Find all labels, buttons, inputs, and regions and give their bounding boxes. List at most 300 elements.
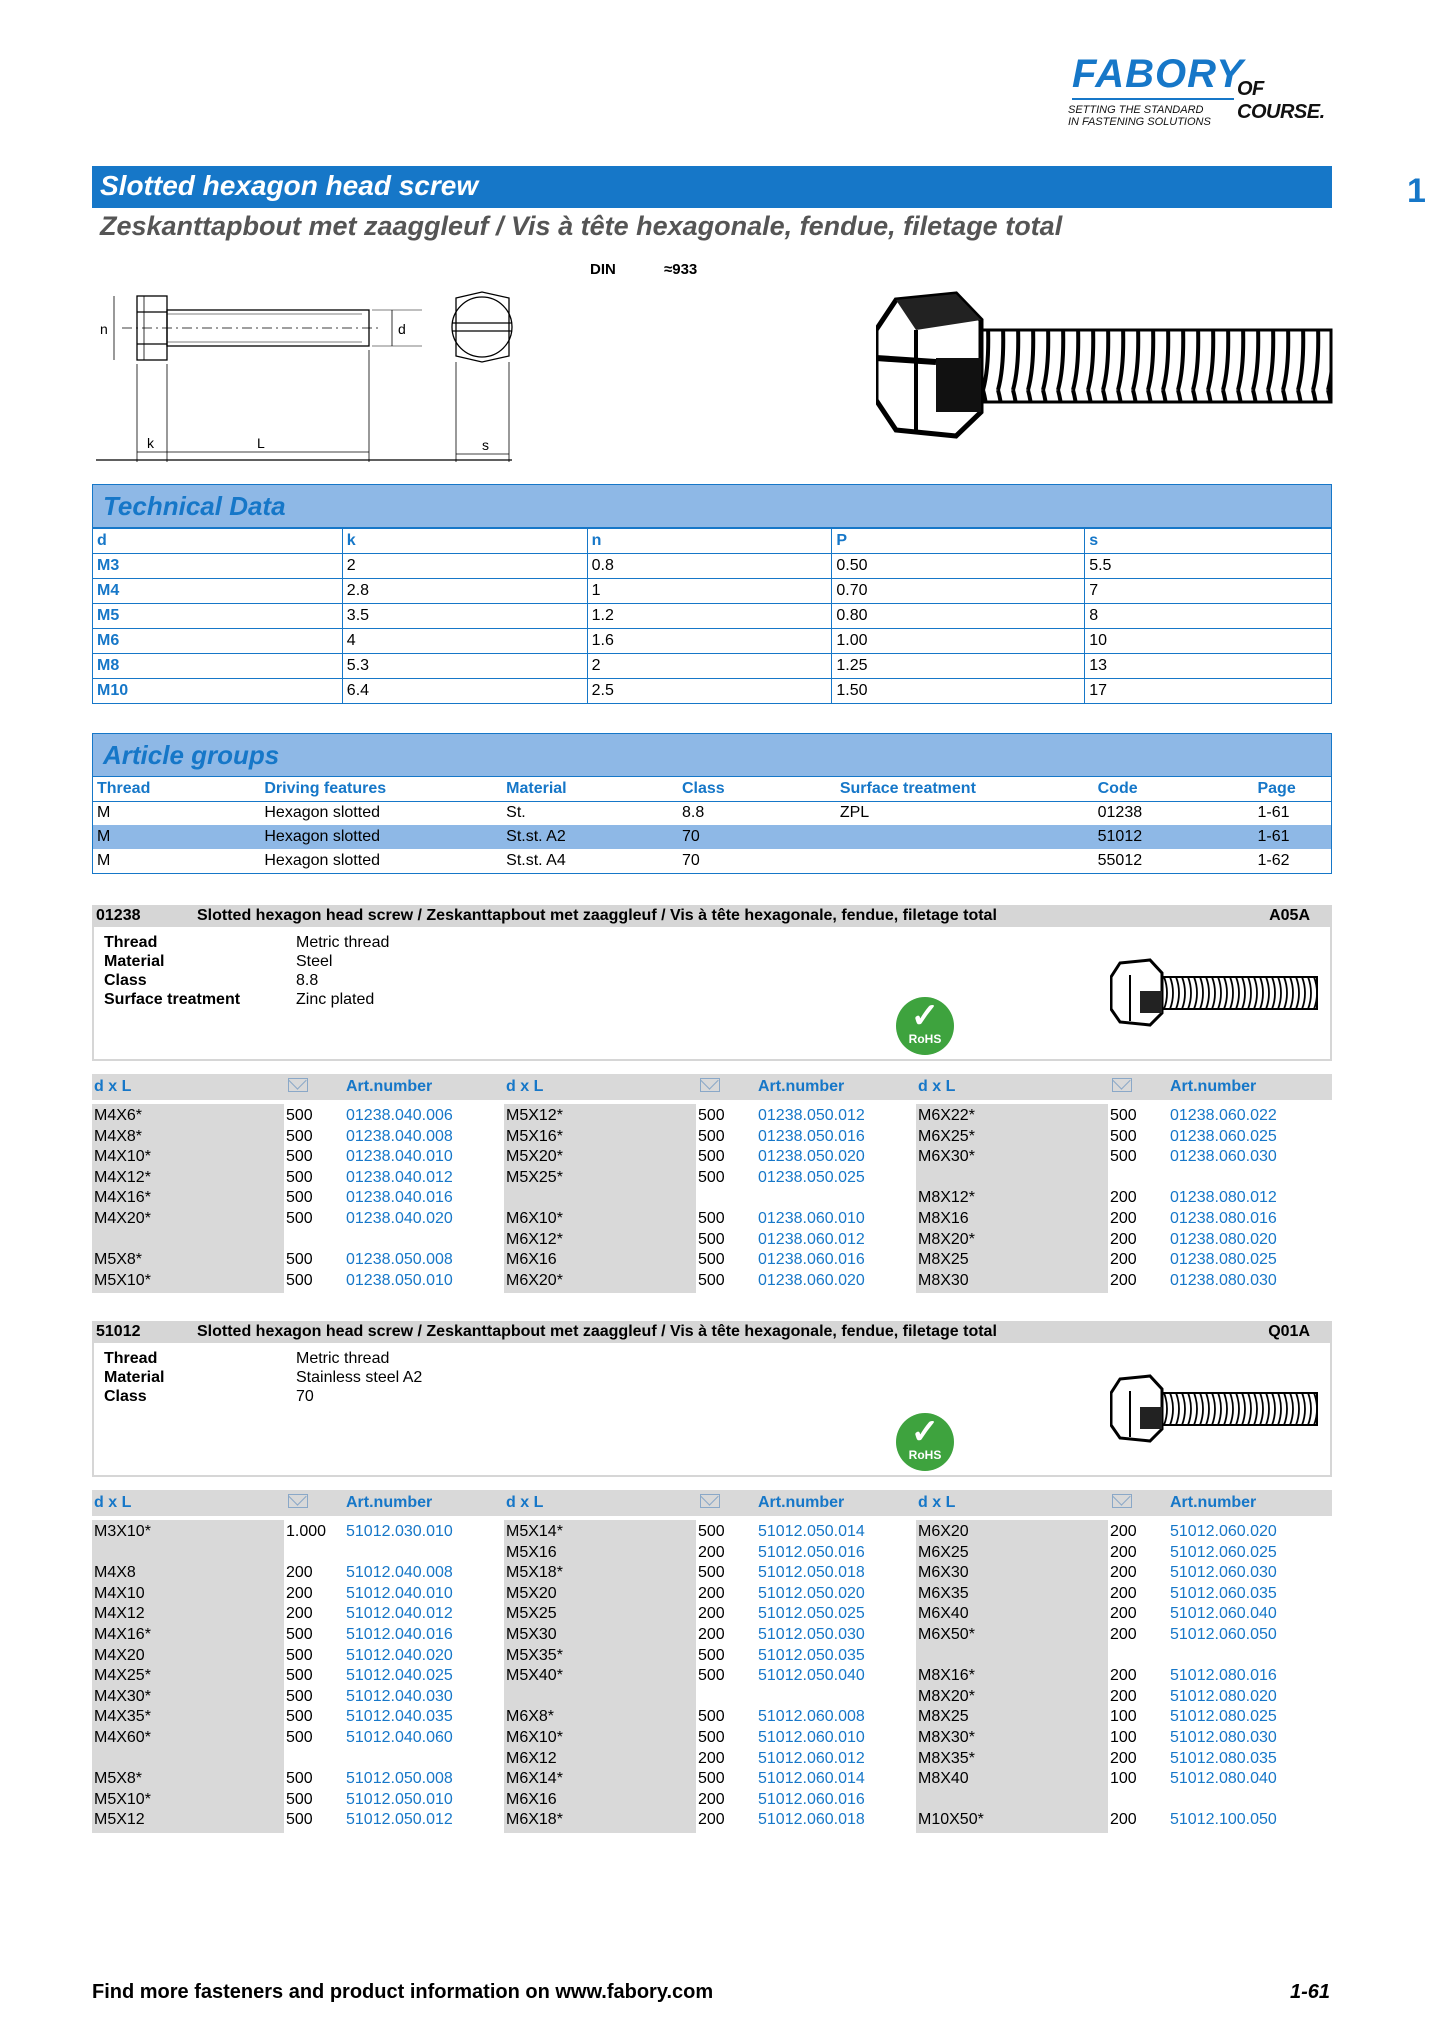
spec-label: Material [104, 1369, 165, 1386]
tech-cell: 7 [1085, 579, 1332, 604]
rohs-label: RoHS [908, 1448, 942, 1462]
article-number-link[interactable]: 01238.060.016 [758, 1251, 865, 1269]
logo-tagline-2: IN FASTENING SOLUTIONS [1068, 116, 1211, 128]
package-icon [288, 1078, 308, 1092]
package-quantity: 500 [698, 1251, 725, 1269]
package-quantity: 100 [1110, 1729, 1137, 1746]
ag-header-row [93, 777, 1332, 801]
product-spec-box [92, 1343, 1332, 1477]
tech-cell: 2 [342, 554, 587, 579]
product-spec-box [92, 927, 1332, 1061]
article-number-link[interactable]: 01238.060.022 [1170, 1107, 1277, 1124]
dxl-value: M8X25 [918, 1251, 969, 1269]
ag-cell: St.st. A2 [502, 825, 678, 849]
dxl-value: M6X10* [506, 1210, 563, 1227]
rohs-check-icon: ✓ [910, 997, 940, 1035]
dxl-value: M5X14* [506, 1523, 563, 1540]
article-number-link[interactable]: 51012.040.025 [346, 1667, 453, 1685]
article-number-link[interactable]: 01238.040.010 [346, 1148, 453, 1166]
ag-row [93, 825, 1332, 849]
ag-cell: 70 [682, 851, 700, 869]
tech-cell: 8 [1085, 604, 1332, 629]
dxl-value: M5X12* [506, 1107, 563, 1124]
dxl-value: M4X60* [94, 1729, 151, 1746]
article-number-link[interactable]: 51012.040.012 [346, 1605, 453, 1623]
article-number-link[interactable]: 01238.060.012 [758, 1230, 865, 1248]
spec-value: Steel [296, 953, 333, 970]
dxl-value: M8X35* [918, 1749, 975, 1767]
dxl-value: M8X12* [918, 1189, 975, 1207]
ag-cell: 70 [678, 825, 836, 849]
article-number-link[interactable]: 51012.060.025 [1170, 1543, 1277, 1561]
dxl-value: M6X25 [918, 1543, 969, 1561]
ag-cell: M [93, 825, 261, 849]
tech-cell: 6.4 [342, 679, 587, 704]
spec-label: Surface treatment [104, 991, 241, 1008]
article-number-link[interactable]: 51012.050.035 [758, 1646, 865, 1664]
package-quantity: 200 [698, 1543, 725, 1561]
dxl-value: M6X14* [506, 1770, 563, 1788]
spec-value: Stainless steel A2 [296, 1369, 423, 1386]
article-number-link[interactable]: 51012.040.035 [346, 1708, 453, 1726]
package-quantity: 200 [698, 1605, 725, 1623]
package-quantity: 500 [286, 1790, 313, 1808]
dxl-value: M6X25* [918, 1127, 975, 1145]
dim-s-label: s [482, 437, 489, 453]
package-quantity: 500 [698, 1770, 725, 1788]
package-quantity: 200 [1110, 1605, 1137, 1623]
tech-cell: 5.3 [342, 654, 587, 679]
package-quantity: 200 [286, 1605, 313, 1623]
article-number-link[interactable]: 51012.060.012 [758, 1749, 865, 1767]
article-number-link[interactable]: 01238.080.020 [1170, 1230, 1277, 1248]
article-number-link[interactable]: 51012.050.008 [346, 1770, 453, 1788]
article-number-link[interactable]: 51012.080.035 [1170, 1749, 1277, 1767]
article-number-link[interactable]: 51012.080.016 [1170, 1667, 1277, 1685]
tech-cell: M6 [93, 629, 343, 654]
article-number-link[interactable]: 01238.050.010 [346, 1271, 453, 1289]
ag-header-cell: Thread [93, 777, 261, 801]
dxl-value: M4X8* [94, 1127, 143, 1145]
dxl-value: M4X6* [94, 1107, 143, 1124]
dxl-value: M4X12 [94, 1605, 145, 1623]
package-quantity: 200 [1110, 1543, 1137, 1561]
package-quantity: 500 [286, 1708, 313, 1726]
ag-header-cell: Driving features [260, 777, 502, 801]
dxl-value: M8X40 [918, 1770, 969, 1788]
spec-value: 8.8 [296, 972, 319, 989]
tech-header-cell: P [832, 529, 1085, 554]
package-quantity: 500 [286, 1811, 313, 1829]
tech-cell: 17 [1085, 679, 1332, 704]
tech-cell: 1.2 [587, 604, 832, 629]
package-quantity: 200 [1110, 1687, 1137, 1705]
package-quantity: 1.000 [286, 1523, 327, 1540]
ag-cell [836, 849, 1094, 873]
spec-value: Metric thread [296, 934, 390, 951]
package-quantity: 500 [286, 1687, 313, 1705]
dxl-value: M4X20 [94, 1646, 145, 1664]
package-quantity: 500 [698, 1127, 725, 1145]
dxl-value: M4X16* [94, 1626, 151, 1643]
dxl-value: M6X30* [918, 1148, 975, 1166]
technical-drawing [92, 282, 532, 467]
article-number-link[interactable]: 51012.050.025 [758, 1605, 865, 1623]
tech-cell: 0.8 [587, 554, 832, 579]
dxl-value: M8X25 [918, 1708, 969, 1726]
article-number-link[interactable]: 51012.060.008 [758, 1708, 865, 1726]
dxl-value: M4X10 [94, 1584, 145, 1602]
package-quantity: 500 [698, 1148, 725, 1166]
package-quantity: 200 [1110, 1251, 1137, 1269]
dxl-value: M8X20* [918, 1230, 975, 1248]
dxl-value: M8X30* [918, 1729, 975, 1746]
package-quantity: 500 [1110, 1127, 1137, 1145]
article-number-link[interactable]: 01238.050.020 [758, 1148, 865, 1166]
dxl-value: M6X16 [506, 1251, 557, 1269]
tech-cell: M3 [93, 554, 343, 579]
technical-data-table [92, 528, 1332, 704]
page-subtitle: Zeskanttapbout met zaaggleuf / Vis à tête hexagonale, fendue, filetage total [100, 211, 1063, 241]
tech-row [93, 579, 1332, 604]
tech-cell: 1.6 [587, 629, 832, 654]
article-number-link[interactable]: 01238.080.016 [1170, 1210, 1277, 1227]
dxl-value: M5X25* [506, 1168, 563, 1186]
article-number-link[interactable]: 51012.060.014 [758, 1770, 865, 1788]
dxl-value: M6X35 [918, 1584, 969, 1602]
package-quantity: 500 [286, 1189, 313, 1207]
article-number-link[interactable]: 01238.040.020 [346, 1210, 453, 1227]
spec-value: 70 [296, 1388, 314, 1405]
tech-header-cell: n [587, 529, 832, 554]
dxl-value: M4X10* [94, 1148, 151, 1166]
dxl-value: M5X35* [506, 1646, 563, 1664]
article-number-link[interactable]: 51012.040.016 [346, 1626, 453, 1643]
package-quantity: 200 [1110, 1811, 1137, 1829]
article-number-link[interactable]: 51012.040.030 [346, 1687, 453, 1705]
ag-cell: Hexagon slotted [264, 804, 380, 822]
dxl-value: M6X16 [506, 1790, 557, 1808]
article-number-link[interactable]: 51012.050.018 [758, 1564, 865, 1582]
article-number-link[interactable]: 51012.050.020 [758, 1584, 865, 1602]
tech-cell: M4 [93, 579, 343, 604]
dxl-value: M5X10* [94, 1271, 151, 1289]
article-number-link[interactable]: 51012.040.010 [346, 1584, 453, 1602]
dim-n-label: n [100, 321, 108, 337]
tech-cell: 0.50 [832, 554, 1085, 579]
ag-cell: 1-61 [1257, 804, 1290, 822]
article-number-link[interactable]: 51012.050.014 [758, 1523, 865, 1540]
spec-value: Metric thread [296, 1350, 390, 1367]
article-number-link[interactable]: 01238.060.010 [758, 1210, 865, 1227]
ag-header-cell: Surface treatment [836, 777, 1094, 801]
tech-row [93, 554, 1332, 579]
dxl-value: M5X20 [506, 1584, 557, 1602]
package-quantity: 200 [698, 1790, 725, 1808]
tech-header-row [93, 529, 1332, 554]
package-quantity: 500 [286, 1210, 313, 1227]
art-number-header: Art.number [758, 1494, 845, 1511]
package-icon [1112, 1078, 1132, 1092]
article-number-link[interactable]: 01238.060.030 [1170, 1148, 1277, 1166]
article-number-link[interactable]: 51012.100.050 [1170, 1811, 1277, 1829]
tech-row [93, 629, 1332, 654]
article-number-link[interactable]: 01238.040.008 [346, 1127, 453, 1145]
article-number-link[interactable]: 51012.060.035 [1170, 1584, 1277, 1602]
footer-text: Find more fasteners and product information on www.fabory.com [92, 1981, 714, 2003]
article-number-link[interactable]: 51012.060.016 [758, 1790, 865, 1808]
package-quantity: 500 [286, 1667, 313, 1685]
dxl-value: M8X30 [918, 1271, 969, 1289]
article-number-link[interactable]: 01238.080.030 [1170, 1271, 1277, 1289]
art-number-header: Art.number [758, 1078, 845, 1095]
product-header-bar [92, 1321, 1332, 1343]
tech-cell: M8 [93, 654, 343, 679]
package-quantity: 500 [698, 1708, 725, 1726]
article-number-link[interactable]: 51012.040.020 [346, 1646, 453, 1664]
ag-row [93, 849, 1332, 873]
ag-cell: St.st. A4 [506, 851, 566, 869]
article-number-link[interactable]: 51012.080.020 [1170, 1687, 1277, 1705]
art-number-header: Art.number [346, 1494, 433, 1511]
dxl-value: M4X30* [94, 1687, 151, 1705]
rohs-badge [896, 1413, 954, 1471]
article-number-link[interactable]: 01238.080.025 [1170, 1251, 1277, 1269]
din-label: DIN [590, 261, 616, 278]
tech-header-cell: k [342, 529, 587, 554]
package-quantity: 500 [1110, 1107, 1137, 1124]
package-quantity: 100 [1110, 1770, 1137, 1788]
package-icon [288, 1494, 308, 1508]
dxl-value: M4X35* [94, 1708, 151, 1726]
dxl-value: M5X12 [94, 1811, 145, 1829]
article-list-header [92, 1490, 1332, 1516]
package-icon [700, 1078, 720, 1092]
tech-cell: 2.5 [587, 679, 832, 704]
article-number-link[interactable]: 51012.080.025 [1170, 1708, 1277, 1726]
article-number-link[interactable]: 51012.050.030 [758, 1626, 865, 1643]
ag-cell: Hexagon slotted [264, 851, 380, 869]
dxl-value: M4X25* [94, 1667, 151, 1685]
dxl-value: M6X20 [918, 1523, 969, 1540]
package-quantity: 500 [698, 1168, 725, 1186]
ag-header-cell: Code [1094, 777, 1254, 801]
package-quantity: 500 [286, 1107, 313, 1124]
package-quantity: 200 [1110, 1564, 1137, 1582]
package-quantity: 500 [698, 1667, 725, 1685]
ag-cell [836, 825, 1094, 849]
ag-row [93, 801, 1332, 825]
spec-label: Class [104, 1388, 147, 1405]
tech-header-cell: d [93, 529, 343, 554]
ag-cell: 1-62 [1257, 851, 1290, 869]
logo-of-course: OF COURSE. [1237, 78, 1325, 123]
tech-header-cell: s [1085, 529, 1332, 554]
page-number: 1-61 [1290, 1981, 1331, 2003]
fabory-logo [1062, 52, 1352, 132]
package-quantity: 500 [698, 1210, 725, 1227]
product-screw-thumbnail [1110, 1373, 1320, 1443]
dxl-value: M6X40 [918, 1605, 969, 1623]
dxl-header: d x L [94, 1078, 132, 1095]
tech-cell: 2 [587, 654, 832, 679]
logo-brand: FABORY [1072, 52, 1244, 96]
package-quantity: 200 [698, 1584, 725, 1602]
tech-cell: M10 [93, 679, 343, 704]
tech-row [93, 679, 1332, 704]
dxl-value: M6X20* [506, 1271, 563, 1289]
package-icon [1112, 1494, 1132, 1508]
package-quantity: 200 [698, 1626, 725, 1643]
article-number-link[interactable]: 01238.040.012 [346, 1168, 453, 1186]
article-number-link[interactable]: 51012.060.030 [1170, 1564, 1277, 1582]
article-number-link[interactable]: 01238.060.025 [1170, 1127, 1277, 1145]
tech-cell: 2.8 [342, 579, 587, 604]
dxl-value: M6X22* [918, 1107, 975, 1124]
ag-cell: Hexagon slotted [260, 825, 502, 849]
article-number-link[interactable]: 01238.050.016 [758, 1127, 865, 1145]
article-number-link[interactable]: 51012.060.040 [1170, 1605, 1277, 1623]
dxl-value: M4X8 [94, 1564, 136, 1582]
tech-cell: 4 [342, 629, 587, 654]
package-quantity: 200 [1110, 1189, 1137, 1207]
dxl-value: M6X12 [506, 1749, 557, 1767]
article-number-link[interactable]: 51012.060.050 [1170, 1626, 1277, 1643]
tech-cell: 1.00 [832, 629, 1085, 654]
technical-data-heading: Technical Data [92, 484, 1332, 528]
package-quantity: 200 [1110, 1667, 1137, 1685]
package-quantity: 200 [286, 1584, 313, 1602]
dxl-header: d x L [506, 1494, 544, 1511]
article-number-link[interactable]: 51012.040.060 [346, 1729, 453, 1746]
dxl-value: M4X16* [94, 1189, 151, 1207]
package-icon [700, 1494, 720, 1508]
article-number-link[interactable]: 01238.040.016 [346, 1189, 453, 1207]
ag-cell: 1-61 [1253, 825, 1331, 849]
tech-cell: 10 [1085, 629, 1332, 654]
package-quantity: 200 [286, 1564, 313, 1582]
dxl-value: M6X30 [918, 1564, 969, 1582]
article-number-link[interactable]: 51012.040.008 [346, 1564, 453, 1582]
dxl-value: M5X16 [506, 1543, 557, 1561]
ag-cell: M [97, 804, 111, 822]
package-quantity: 200 [698, 1811, 725, 1829]
article-number-link[interactable]: 01238.080.012 [1170, 1189, 1277, 1207]
art-number-header: Art.number [1170, 1078, 1257, 1095]
dxl-value: M5X25 [506, 1605, 557, 1623]
dxl-header: d x L [918, 1078, 956, 1095]
chapter-number: 1 [1407, 172, 1426, 210]
spec-label: Class [104, 972, 147, 989]
article-number-link[interactable]: 01238.040.006 [346, 1107, 453, 1124]
rohs-badge [896, 997, 954, 1055]
package-quantity: 200 [1110, 1626, 1137, 1643]
product-ref: A05A [1269, 907, 1310, 924]
art-number-header: Art.number [346, 1078, 433, 1095]
dxl-value: M3X10* [94, 1523, 151, 1540]
dxl-value: M5X30 [506, 1626, 557, 1643]
product-code: 01238 [96, 907, 141, 924]
article-number-link[interactable]: 51012.050.016 [758, 1543, 865, 1561]
dxl-value: M5X8* [94, 1770, 143, 1788]
article-number-link[interactable]: 51012.050.040 [758, 1667, 865, 1685]
tech-cell: 13 [1085, 654, 1332, 679]
package-quantity: 500 [286, 1148, 313, 1166]
package-quantity: 200 [1110, 1230, 1137, 1248]
article-number-link[interactable]: 51012.030.010 [346, 1523, 453, 1540]
ag-cell: 01238 [1097, 804, 1143, 822]
tech-cell: 1.50 [832, 679, 1085, 704]
article-list-header [92, 1074, 1332, 1100]
ag-cell: 55012 [1097, 851, 1143, 869]
product-header-bar [92, 905, 1332, 927]
article-number-link[interactable]: 51012.050.010 [346, 1790, 453, 1808]
art-number-header: Art.number [1170, 1494, 1257, 1511]
tech-cell: 3.5 [342, 604, 587, 629]
article-number-link[interactable]: 51012.050.012 [346, 1811, 453, 1829]
package-quantity: 500 [286, 1127, 313, 1145]
spec-label: Material [104, 953, 165, 970]
article-number-link[interactable]: 51012.060.010 [758, 1729, 865, 1746]
package-quantity: 200 [698, 1749, 725, 1767]
dxl-header: d x L [506, 1078, 544, 1095]
dxl-value: M6X8* [506, 1708, 555, 1726]
dxl-value: M5X18* [506, 1564, 563, 1582]
article-number-link[interactable]: 51012.060.020 [1170, 1523, 1277, 1540]
tech-cell: M5 [93, 604, 343, 629]
ag-header-cell: Class [678, 777, 836, 801]
dxl-header: d x L [94, 1494, 132, 1511]
dxl-value: M6X12* [506, 1230, 563, 1248]
package-quantity: 500 [286, 1251, 313, 1269]
dxl-value: M6X50* [918, 1626, 975, 1643]
logo-tagline-1: SETTING THE STANDARD [1068, 104, 1204, 116]
article-number-link[interactable]: 01238.050.012 [758, 1107, 865, 1124]
ag-cell: 8.8 [682, 804, 705, 822]
package-quantity: 200 [1110, 1271, 1137, 1289]
article-groups-table [92, 777, 1332, 874]
spec-value: Zinc plated [296, 991, 375, 1008]
package-quantity: 500 [286, 1770, 313, 1788]
article-number-link[interactable]: 51012.060.018 [758, 1811, 865, 1829]
article-number-link[interactable]: 51012.080.030 [1170, 1729, 1277, 1746]
package-quantity: 500 [286, 1168, 313, 1186]
package-quantity: 200 [1110, 1749, 1137, 1767]
logo-rule [1072, 98, 1234, 100]
product-title: Slotted hexagon head screw / Zeskanttapbout met zaaggleuf / Vis à tête hexagonale, fendue, filetage total [197, 907, 997, 924]
logo-tagline [1068, 104, 1211, 128]
tech-row [93, 654, 1332, 679]
article-number-link[interactable]: 51012.080.040 [1170, 1770, 1277, 1788]
product-ref: Q01A [1268, 1323, 1310, 1340]
product-screw-thumbnail [1110, 957, 1320, 1027]
dim-k-label: k [147, 435, 154, 451]
package-quantity: 500 [286, 1646, 313, 1664]
package-quantity: 500 [1110, 1148, 1137, 1166]
page-title: Slotted hexagon head screw [92, 166, 1332, 208]
package-quantity: 500 [698, 1230, 725, 1248]
article-number-link[interactable]: 01238.060.020 [758, 1271, 865, 1289]
product-code: 51012 [96, 1323, 141, 1340]
package-quantity: 500 [698, 1271, 725, 1289]
article-number-link[interactable]: 01238.050.008 [346, 1251, 453, 1269]
din-value: ≈933 [664, 261, 698, 278]
rohs-label: RoHS [908, 1032, 942, 1046]
article-number-link[interactable]: 01238.050.025 [758, 1168, 865, 1186]
package-quantity: 500 [698, 1107, 725, 1124]
ag-header-cell: Page [1253, 777, 1331, 801]
dxl-value: M5X10* [94, 1790, 151, 1808]
